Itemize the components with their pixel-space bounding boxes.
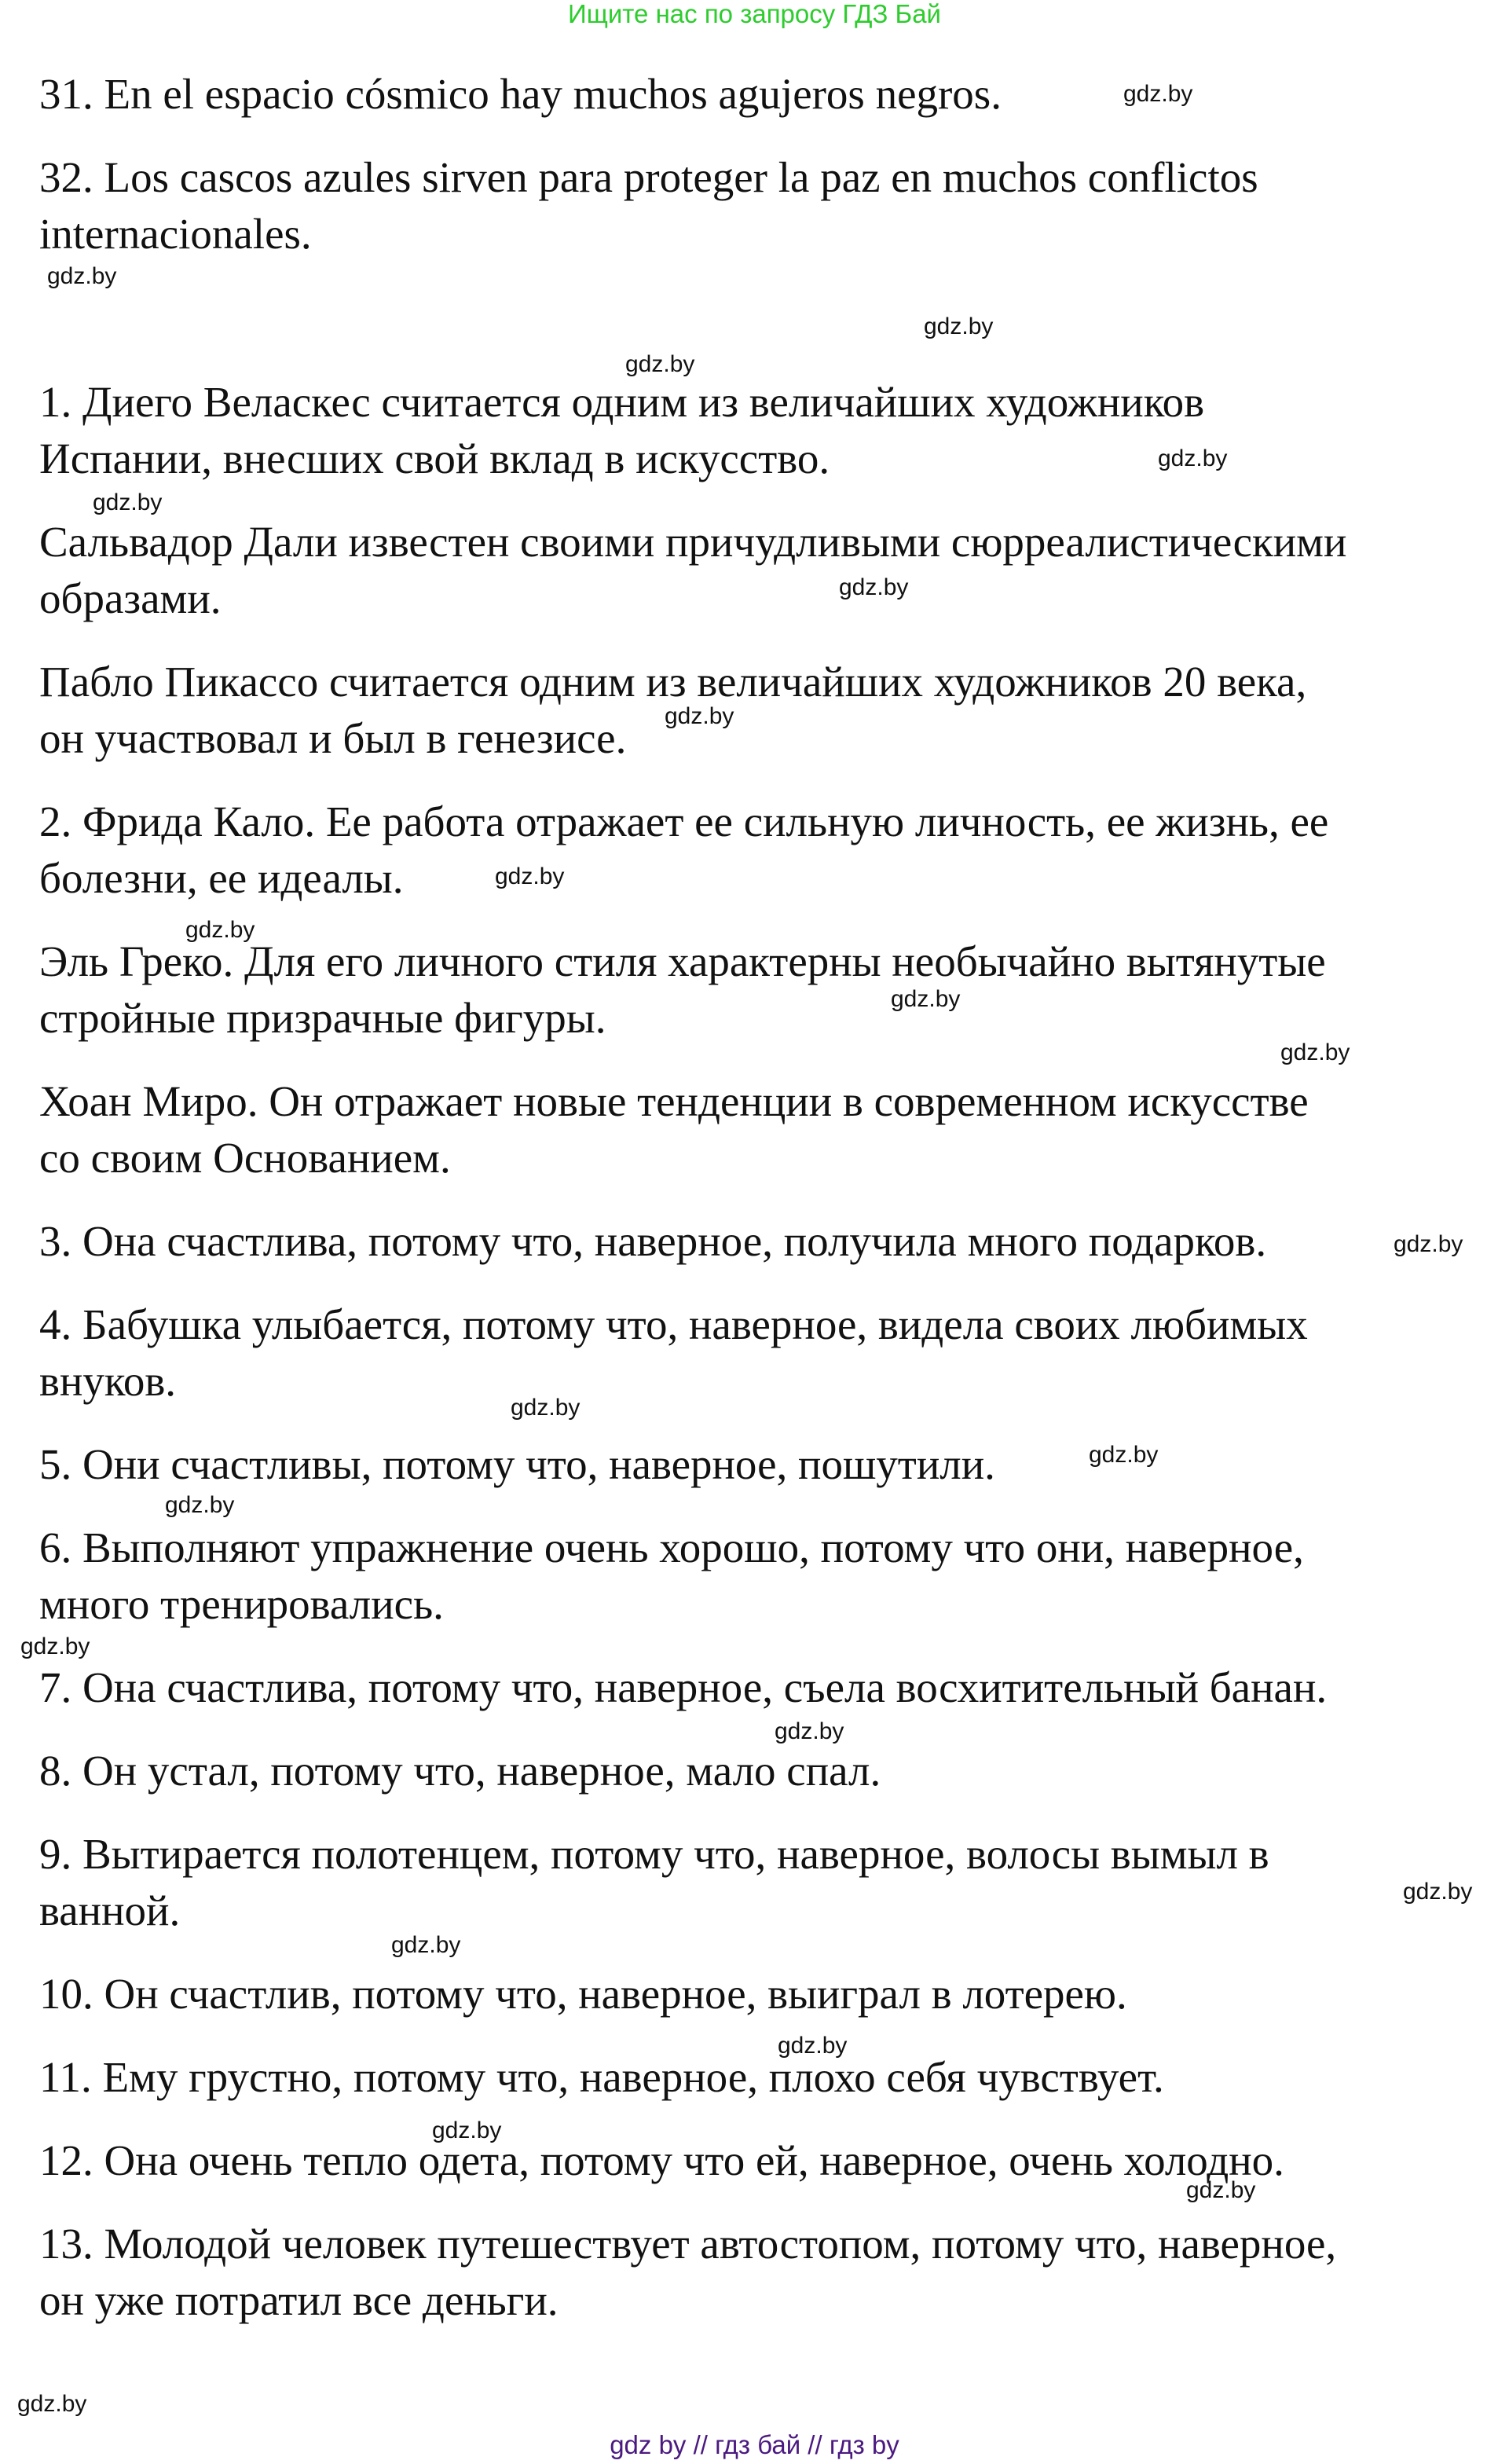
footer-links[interactable]: gdz by // гдз бай // гдз by [610,2430,899,2459]
answer-line: 5. Они счастливы, потому что, наверное, пошутили. [39,1440,995,1488]
answer-line: 12. Она очень тепло одета, потому что ей, наверное, очень холодно. [39,2136,1284,2184]
answer-line: болезни, ее идеалы. [39,854,404,902]
watermark: gdz.by [495,864,565,889]
answer-line: Эль Греко. Для его личного стиля характерны необычайно вытянутые [39,937,1326,985]
answer-line: много тренировались. [39,1580,444,1628]
answer-line: 2. Фрида Кало. Ее работа отражает ее сильную личность, ее жизнь, ее [39,798,1329,845]
answer-line: internacionales. [39,210,312,258]
watermark: gdz.by [891,986,961,1012]
watermark: gdz.by [1403,1879,1473,1905]
watermark: gdz.by [391,1932,461,1958]
watermark: gdz.by [839,574,909,600]
answer-line: стройные призрачные фигуры. [39,994,606,1042]
watermark: gdz.by [432,2118,502,2143]
answer-line: внуков. [39,1357,177,1405]
watermark: gdz.by [93,490,163,515]
watermark: gdz.by [20,1634,90,1659]
answer-line: образами. [39,574,222,622]
watermark: gdz.by [185,917,255,943]
watermark: gdz.by [665,703,734,729]
answer-line: он уже потратил все деньги. [39,2276,559,2324]
answer-line: 6. Выполняют упражнение очень хорошо, потому что они, наверное, [39,1524,1304,1571]
answer-line: 7. Она счастлива, потому что, наверное, съела восхитительный банан. [39,1663,1328,1711]
answer-line: 8. Он устал, потому что, наверное, мало спал. [39,1747,881,1795]
watermark: gdz.by [924,314,994,339]
answer-line: 31. En el espacio cósmico hay muchos agujeros negros. [39,70,1002,118]
answer-line: он участвовал и был в генезисе. [39,714,627,762]
header-banner: Ищите нас по запросу ГДЗ Бай [568,0,941,28]
answer-line: ванной. [39,1886,181,1934]
answer-line: 1. Диего Веласкес считается одним из величайших художников [39,378,1205,426]
answer-line: 32. Los cascos azules sirven para proteger la paz en muchos conflictos [39,153,1258,201]
watermark: gdz.by [47,263,117,289]
answer-line: Испании, внесших свой вклад в искусство. [39,434,830,482]
watermark: gdz.by [1280,1040,1350,1065]
answer-line: 13. Молодой человек путешествует автостопом, потому что, наверное, [39,2220,1337,2268]
watermark: gdz.by [1123,81,1193,107]
watermark: gdz.by [1394,1231,1463,1257]
watermark: gdz.by [775,1718,844,1744]
answer-line: Сальвадор Дали известен своими причудливыми сюрреалистическими [39,518,1347,566]
watermark: gdz.by [625,351,695,377]
answer-line: Пабло Пикассо считается одним из величайших художников 20 века, [39,658,1307,706]
watermark: gdz.by [511,1395,581,1421]
watermark: gdz.by [1158,446,1228,471]
watermark: gdz.by [1186,2177,1256,2203]
answer-line: 10. Он счастлив, потому что, наверное, выиграл в лотерею. [39,1970,1127,2018]
answer-line: 3. Она счастлива, потому что, наверное, получила много подарков. [39,1217,1267,1265]
answer-line: Хоан Миро. Он отражает новые тенденции в современном искусстве [39,1077,1309,1125]
watermark: gdz.by [778,2033,848,2059]
watermark: gdz.by [17,2391,87,2417]
answer-line: 11. Ему грустно, потому что, наверное, плохо себя чувствует. [39,2053,1164,2101]
answer-line: 9. Вытирается полотенцем, потому что, наверное, волосы вымыл в [39,1830,1269,1878]
answer-line: со своим Основанием. [39,1134,451,1182]
watermark: gdz.by [165,1492,235,1518]
answer-line: 4. Бабушка улыбается, потому что, наверное, видела своих любимых [39,1300,1308,1348]
watermark: gdz.by [1089,1442,1159,1468]
